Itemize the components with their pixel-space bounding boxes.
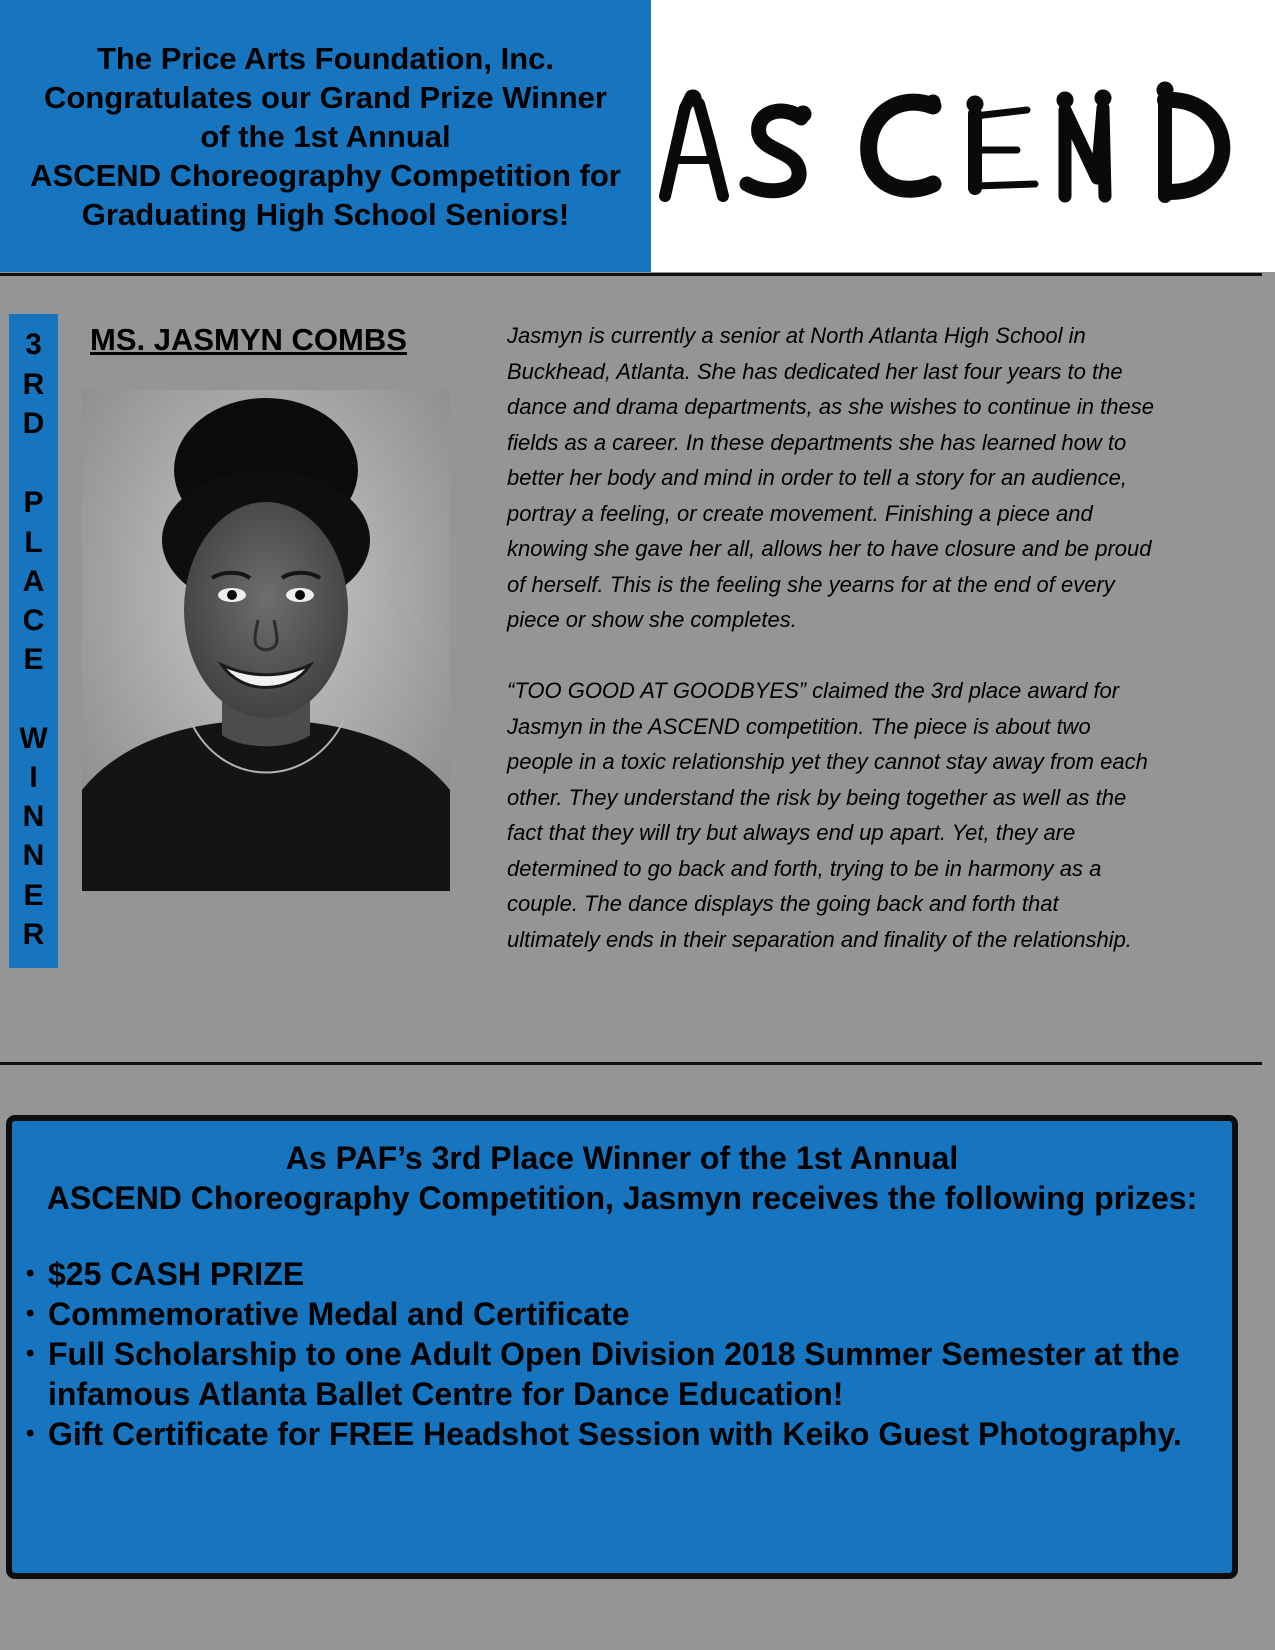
header-line-2: Congratulates our Grand Prize Winner	[44, 79, 607, 115]
winner-biography	[507, 318, 1237, 957]
logo-letter-n	[1057, 90, 1111, 196]
prizes-title-line-2: ASCEND Choreography Competition, Jasmyn receives the following prizes:	[46, 1180, 1198, 1216]
prize-item	[26, 1334, 1182, 1414]
divider-top	[0, 273, 1262, 276]
banner-letter: D	[22, 407, 45, 440]
logo-letter-s	[747, 106, 811, 191]
header-line-1: The Price Arts Foundation, Inc.	[96, 40, 554, 76]
divider-bottom	[0, 1062, 1262, 1065]
piece-description-line: people in a toxic relationship yet they cannot stay away from each	[507, 749, 1148, 774]
prize-item-continuation: infamous Atlanta Ballet Centre for Dance Education!	[48, 1376, 844, 1412]
banner-letter: E	[23, 643, 44, 676]
bio-line: Buckhead, Atlanta. She has dedicated her last four years to the	[507, 358, 1123, 384]
piece-description-line: “TOO GOOD AT GOODBYES” claimed the 3rd place award for	[507, 678, 1120, 703]
prizes-box	[6, 1115, 1238, 1579]
banner-letter: P	[23, 486, 44, 519]
banner-letter: W	[19, 722, 48, 755]
piece-description-line: other. They understand the risk by being together as well as the	[507, 784, 1127, 810]
bio-line: of herself. This is the feeling she yearns for at the end of every	[507, 571, 1115, 597]
prize-item: • Commemorative Medal and Certificate	[26, 1294, 1182, 1334]
piece-description-line: ultimately ends in their separation and finality of the relationship.	[507, 926, 1132, 952]
header-line-4: ASCEND Choreography Competition for	[30, 157, 621, 193]
header-line-3: of the 1st Annual	[200, 118, 451, 154]
banner-letter: N	[22, 839, 45, 872]
logo-letter-e	[967, 96, 1035, 188]
banner-letter: L	[24, 526, 43, 559]
banner-letter: 3	[25, 328, 42, 361]
banner-letter: R	[22, 368, 45, 401]
bio-line: piece or show she completes.	[507, 607, 797, 632]
bio-line: portray a feeling, or create movement. Finishing a piece and	[507, 500, 1093, 526]
header-announcement	[0, 0, 651, 272]
piece-description-line: fact that they will try but always end up apart. Yet, they are	[507, 820, 1076, 845]
prizes-title-line-1: As PAF’s 3rd Place Winner of the 1st Annual	[285, 1140, 959, 1176]
prizes-list	[26, 1254, 1182, 1454]
piece-description-line: Jasmyn in the ASCEND competition. The piece is about two	[507, 713, 1091, 739]
logo-letter-d	[1157, 82, 1222, 196]
piece-description-line: determined to go back and forth, trying to be in harmony as a	[507, 855, 1102, 881]
ascend-logo-dancer-figures	[651, 0, 1275, 272]
portrait-illustration	[82, 390, 450, 891]
bio-line: fields as a career. In these departments she has learned how to	[507, 429, 1127, 455]
bio-line: knowing she gave her all, allows her to have closure and be proud	[507, 536, 1152, 561]
banner-letter: R	[22, 918, 45, 951]
banner-letter: C	[22, 604, 45, 637]
ascend-logo	[651, 0, 1275, 272]
prize-item: • Gift Certificate for FREE Headshot Session with Keiko Guest Photography.	[26, 1414, 1182, 1454]
logo-letter-c	[869, 95, 940, 189]
banner-letter: A	[22, 565, 45, 598]
piece-description-line: couple. The dance displays the going back and forth that	[507, 891, 1059, 916]
third-place-winner-banner	[9, 314, 58, 968]
logo-letter-a	[665, 90, 723, 196]
bio-line: better her body and mind in order to tell a story for an audience,	[507, 465, 1128, 490]
winner-name: MS. JASMYN COMBS	[90, 322, 407, 357]
banner-letter: N	[22, 800, 45, 833]
header-line-5: Graduating High School Seniors!	[81, 196, 570, 232]
bio-line: Jasmyn is currently a senior at North Atlanta High School in	[507, 323, 1086, 348]
winner-portrait-photo	[82, 390, 450, 891]
prize-item-text: Full Scholarship to one Adult Open Division 2018 Summer Semester at the	[48, 1336, 1180, 1372]
banner-letter: I	[29, 761, 38, 794]
prize-item: • $25 CASH PRIZE	[26, 1254, 1182, 1294]
banner-letter: E	[23, 879, 44, 912]
bio-line: dance and drama departments, as she wishes to continue in these	[507, 394, 1154, 419]
